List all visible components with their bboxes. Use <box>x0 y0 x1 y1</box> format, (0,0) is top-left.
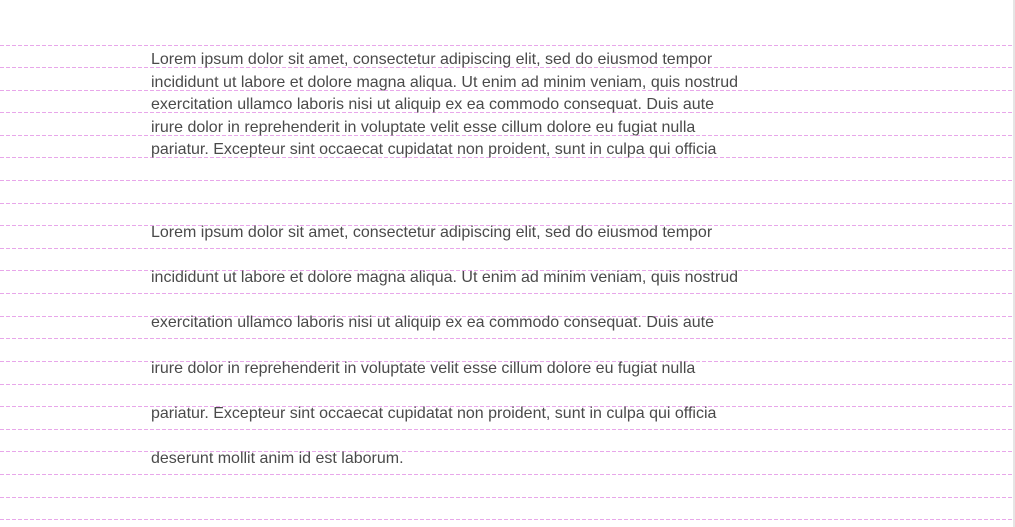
paragraph-line: irure dolor in reprehenderit in voluptate velit esse cillum dolore eu fugiat nulla <box>151 359 696 377</box>
paragraph-tight-leading <box>151 49 738 162</box>
paragraph-line: exercitation ullamco laboris nisi ut aliquip ex ea commodo consequat. Duis aute <box>151 314 714 332</box>
paragraph-line: exercitation ullamco laboris nisi ut aliquip ex ea commodo consequat. Duis aute <box>151 96 714 113</box>
paragraph-line: Lorem ipsum dolor sit amet, consectetur adipiscing elit, sed do eiusmod tempor <box>151 51 713 68</box>
paragraph-line: irure dolor in reprehenderit in voluptate velit esse cillum dolore eu fugiat nulla <box>151 118 696 136</box>
paragraph-line: pariatur. Excepteur sint occaecat cupidatat non proident, sunt in culpa qui officia <box>151 404 717 422</box>
paragraph-line: incididunt ut labore et dolore magna aliqua. Ut enim ad minim veniam, quis nostrud <box>151 269 738 287</box>
paragraph-line: incididunt ut labore et dolore magna aliqua. Ut enim ad minim veniam, quis nostrud <box>151 73 738 91</box>
paragraph-line: Lorem ipsum dolor sit amet, consectetur adipiscing elit, sed do eiusmod tempor <box>151 224 713 241</box>
paragraph-line: deserunt mollit anim id est laborum. <box>151 450 404 468</box>
paragraph-loose-leading <box>151 210 738 481</box>
paragraph-line: pariatur. Excepteur sint occaecat cupidatat non proident, sunt in culpa qui officia <box>151 141 717 158</box>
